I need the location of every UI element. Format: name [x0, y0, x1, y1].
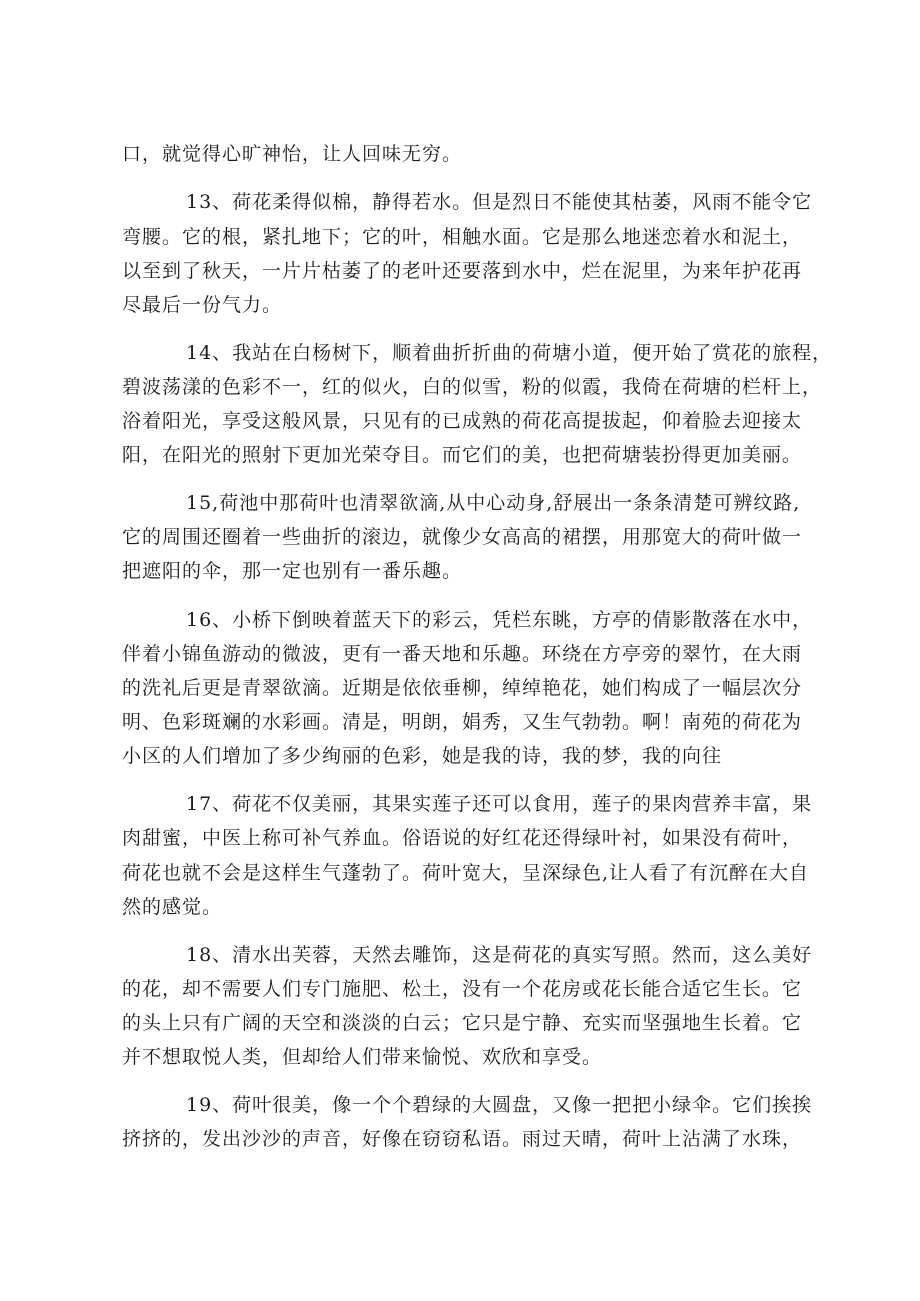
text-line: 弯腰。它的根，紧扎地下；它的叶，相触水面。它是那么地迷恋着水和泥土，	[122, 226, 803, 248]
paragraph-14-line-1: 14、我站在白杨树下，顺着曲折折曲的荷塘小道，便开始了赏花的旅程，	[186, 342, 833, 364]
paragraph-13-line-1: 13、荷花柔得似棉，静得若水。但是烈日不能使其枯萎，风雨不能令它	[186, 191, 813, 213]
text-line: 的洗礼后更是青翠欲滴。近期是依依垂柳，绰绰艳花，她们构成了一幅层次分	[122, 677, 803, 699]
text-line: 然的感觉。	[122, 896, 223, 918]
text-line: 它的周围还圈着一些曲折的滚边，就像少女高高的裙摆，用那宽大的荷叶做一	[122, 526, 803, 548]
paragraph-17-line-1: 17、荷花不仅美丽，其果实莲子还可以食用，莲子的果肉营养丰富，果	[186, 793, 813, 815]
text-line: 浴着阳光，享受这般风景，只见有的已成熟的荷花高提拔起，仰着脸去迎接太	[122, 410, 803, 432]
text-line: 小区的人们增加了多少绚丽的色彩，她是我的诗，我的梦，我的向往	[122, 745, 723, 767]
text-line: 碧波荡漾的色彩不一，红的似火，白的似雪，粉的似霞，我倚在荷塘的栏杆上，	[122, 376, 823, 398]
text-line: 的头上只有广阔的天空和淡淡的白云；它只是宁静、充实而坚强地生长着。它	[122, 1012, 803, 1034]
text-line: 挤挤的，发出沙沙的声音，好像在窃窃私语。雨过天晴，荷叶上沾满了水珠，	[122, 1128, 803, 1150]
text-line: 的花，却不需要人们专门施肥、松土，没有一个花房或花长能合适它生长。它	[122, 978, 803, 1000]
text-line: 荷花也就不会是这样生气蓬勃了。荷叶宽大，呈深绿色,让人看了有沉醉在大自	[122, 862, 810, 884]
paragraph-19-line-1: 19、荷叶很美，像一个个碧绿的大圆盘，又像一把把小绿伞。它们挨挨	[186, 1094, 813, 1116]
text-line: 伴着小锦鱼游动的微波，更有一番天地和乐趣。环绕在方亭旁的翠竹，在大雨	[122, 643, 803, 665]
text-line: 尽最后一份气力。	[122, 294, 283, 316]
paragraph-18-line-1: 18、清水出芙蓉，天然去雕饰，这是荷花的真实写照。然而，这么美好	[186, 944, 813, 966]
text-line: 肉甜蜜，中医上称可补气养血。俗语说的好红花还得绿叶衬，如果没有荷叶，	[122, 827, 803, 849]
text-line: 口，就觉得心旷神怡，让人回味无穷。	[122, 143, 463, 165]
paragraph-15-line-1: 15,荷池中那荷叶也清翠欲滴,从中心动身,舒展出一条条清楚可辨纹路,	[186, 492, 801, 514]
text-line: 把遮阳的伞，那一定也别有一番乐趣。	[122, 560, 463, 582]
text-line: 并不想取悦人类，但却给人们带来愉悦、欢欣和享受。	[122, 1046, 603, 1068]
text-line: 以至到了秋天，一片片枯萎了的老叶还要落到水中，烂在泥里，为来年护花再	[122, 260, 803, 282]
text-line: 阳，在阳光的照射下更加光荣夺目。而它们的美，也把荷塘装扮得更加美丽。	[122, 444, 803, 466]
text-line: 明、色彩斑斓的水彩画。清是，明朗，娟秀，又生气勃勃。啊！南苑的荷花为	[122, 711, 803, 733]
paragraph-16-line-1: 16、小桥下倒映着蓝天下的彩云，凭栏东眺，方亭的倩影散落在水中，	[186, 609, 813, 631]
